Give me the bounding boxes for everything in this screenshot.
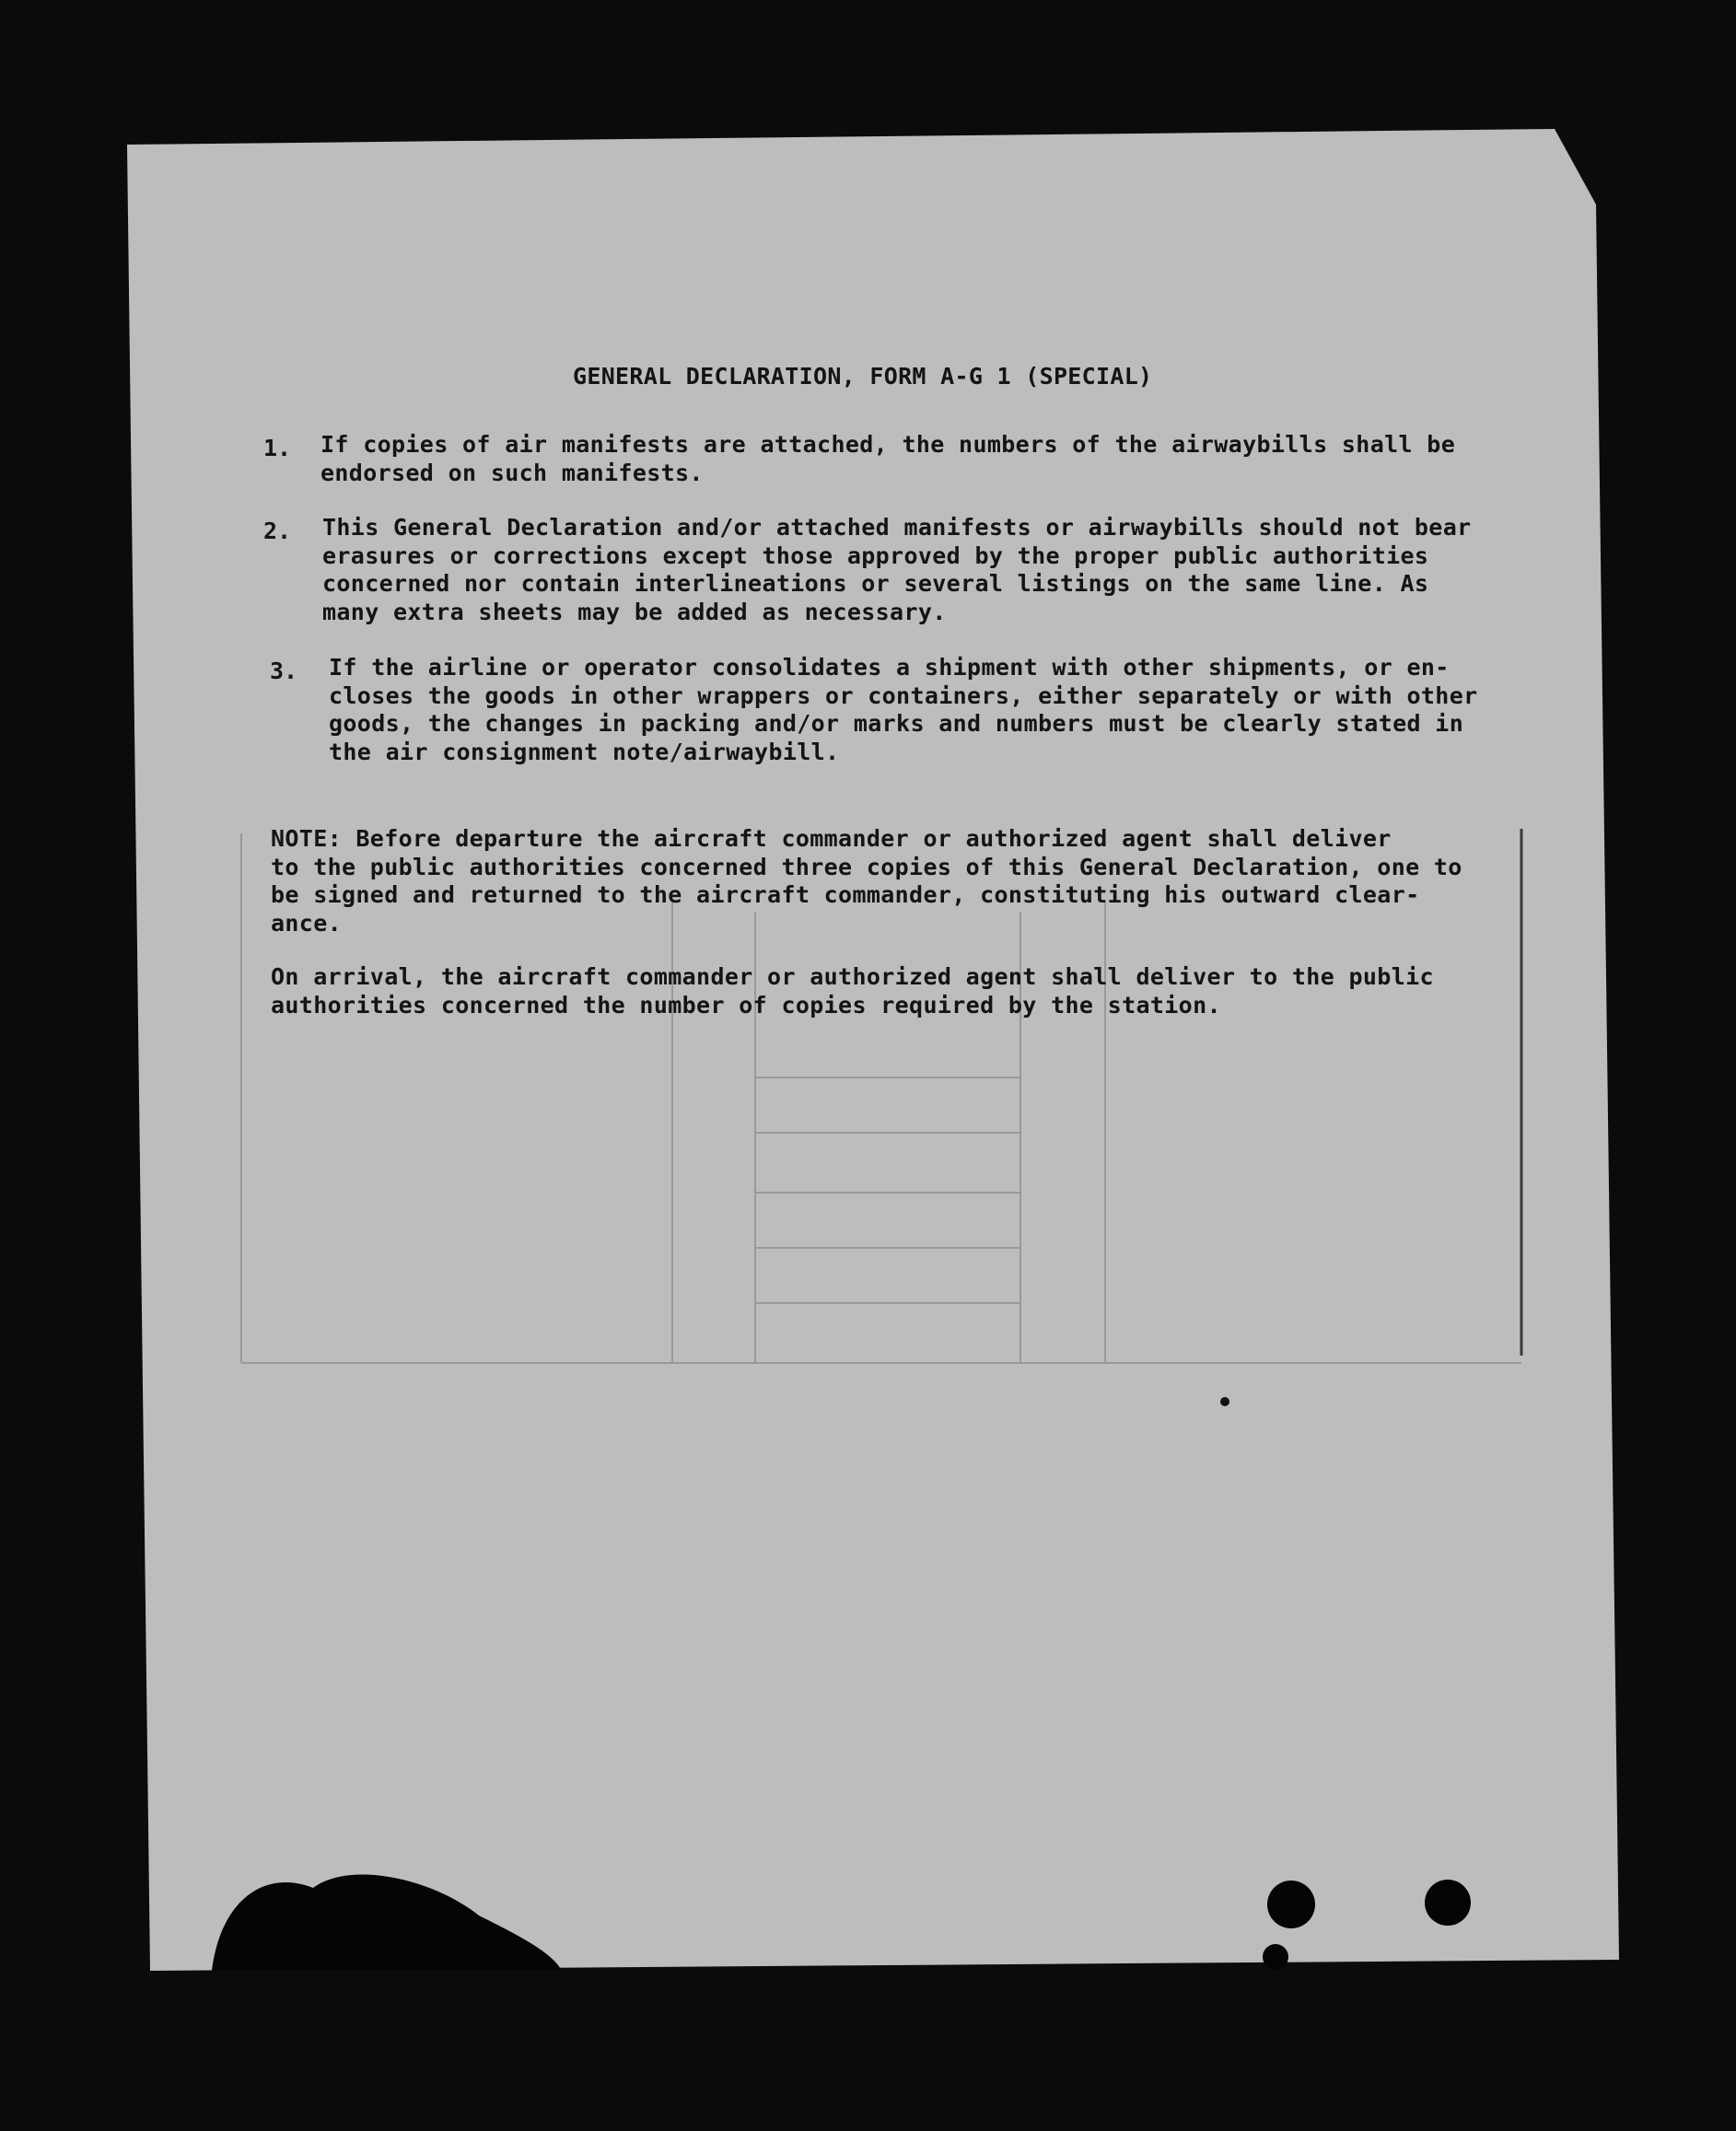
item-text: If the airline or operator consolidates a shipment with other shipments, or en- closes the goods in other wrappers or containers, either separately or with other goods, the changes in packing and/or marks and numbers must be clearly stated in the air consignment note/airwaybill. <box>329 654 1478 765</box>
item-text: If copies of air manifests are attached, the numbers of the airwaybills shall be endorsed on such manifests. <box>320 431 1456 486</box>
note-paragraph-departure: NOTE: Before departure the aircraft commander or authorized agent shall deliver to the public authorities concerned three copies of this General Declaration, one to be signed and returned to the aircraft commander, constituting his outward clear- ance. <box>271 825 1462 937</box>
item-number: 3. <box>270 658 298 684</box>
form-title: GENERAL DECLARATION, FORM A-G 1 (SPECIAL) <box>573 362 1153 390</box>
note-paragraph-arrival: On arrival, the aircraft commander or authorized agent shall deliver to the public authorities concerned the number of copies required by the station. <box>271 963 1434 1019</box>
item-number: 1. <box>263 435 292 461</box>
item-number: 2. <box>263 518 292 544</box>
item-text: This General Declaration and/or attached manifests or airwaybills should not bear erasures or corrections except those approved by the proper public authorities concerned nor contain interlineations or several listings on the same line. As many extra sheets may be added as necessary. <box>322 514 1472 625</box>
